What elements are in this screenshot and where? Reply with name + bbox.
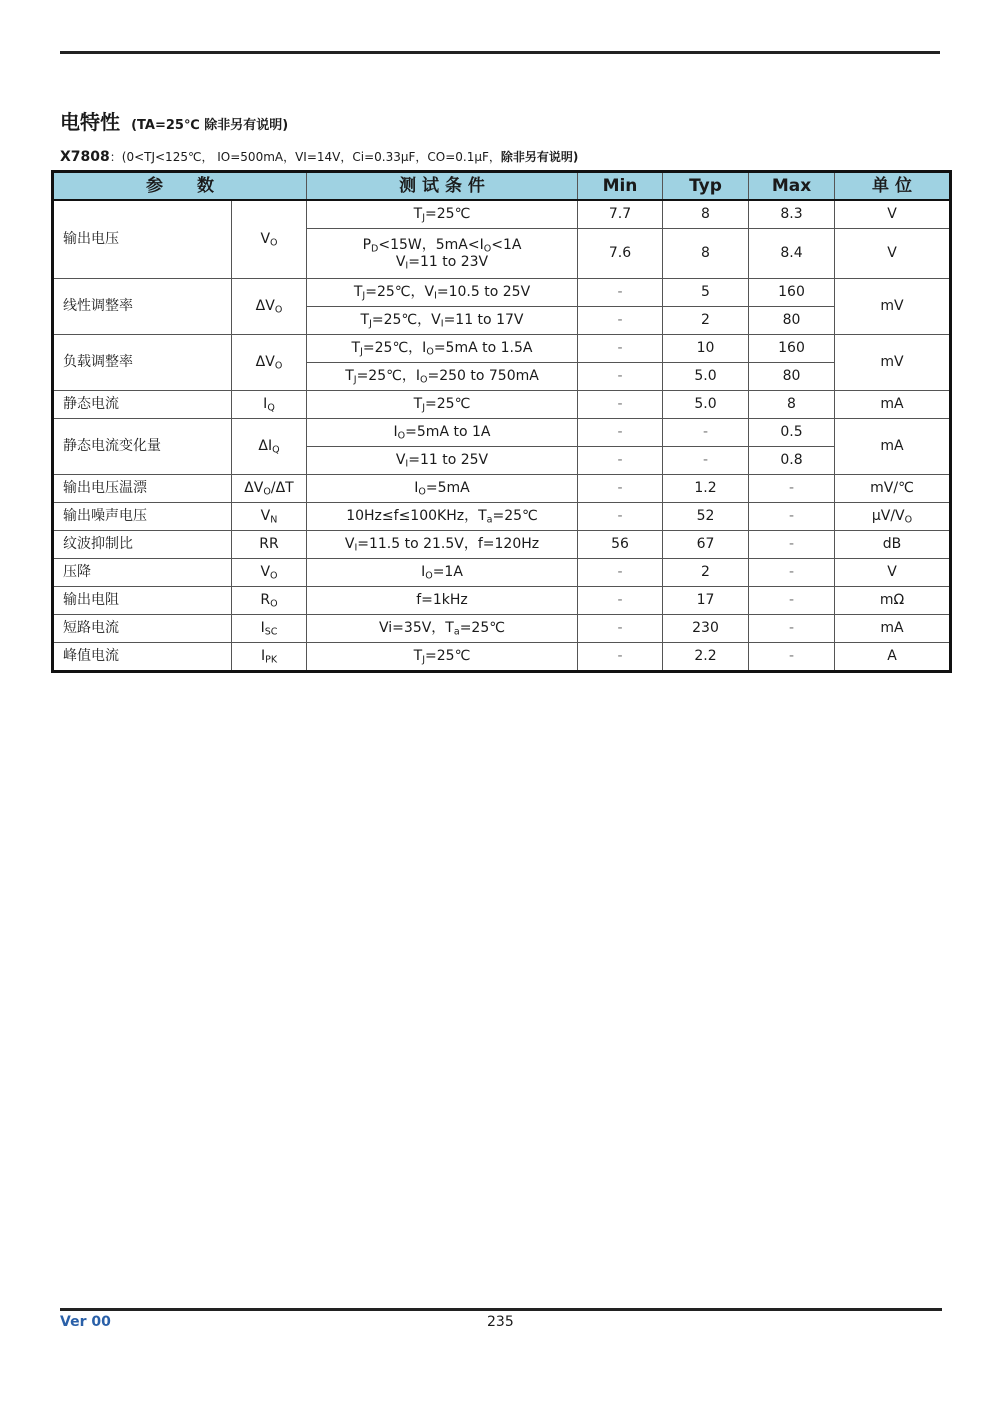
model-name: X7808	[60, 149, 110, 165]
param-name: 输出噪声电压	[53, 503, 232, 531]
value-min: -	[578, 587, 663, 615]
value-unit: mV	[835, 335, 951, 391]
test-condition: $V_I=11.5$ to 21.5V，f=120Hz	[307, 531, 578, 559]
bottom-rule	[60, 1308, 942, 1311]
test-condition: $T_J=25℃$	[307, 200, 578, 229]
test-condition: $I_O=1A$	[307, 559, 578, 587]
value-typ: 5.0	[663, 391, 749, 419]
test-condition: f=1kHz	[307, 587, 578, 615]
param-symbol: $\Delta V_O$	[232, 335, 307, 391]
value-unit: dB	[835, 531, 951, 559]
header-typ: Typ	[663, 172, 749, 201]
param-name: 短路电流	[53, 615, 232, 643]
test-conditions: ：(0<TJ<125℃， IO=500mA，VI=14V，Ci=0.33μF，CO=0.1μF，	[109, 150, 501, 164]
table-row	[53, 475, 951, 503]
value-typ: 8	[663, 200, 749, 229]
value-typ: 5	[663, 279, 749, 307]
header-unit: 单 位	[835, 172, 951, 201]
value-unit: V	[835, 559, 951, 587]
test-condition: $T_J=25℃$，$V_I=11$ to 17V	[307, 307, 578, 335]
value-max: 8.4	[749, 229, 835, 279]
value-max: -	[749, 531, 835, 559]
param-symbol: $\Delta V_O/\Delta T$	[232, 475, 307, 503]
param-name: 线性调整率	[53, 279, 232, 335]
param-symbol: $V_O$	[232, 559, 307, 587]
value-unit: mA	[835, 419, 951, 475]
value-min: -	[578, 391, 663, 419]
value-typ: 52	[663, 503, 749, 531]
value-min: 7.7	[578, 200, 663, 229]
table-row	[53, 391, 951, 419]
test-condition: $T_J=25℃$	[307, 391, 578, 419]
value-min: -	[578, 615, 663, 643]
test-condition: 10Hz≤f≤100KHz，$T_a=25℃$	[307, 503, 578, 531]
page-number: 235	[487, 1314, 514, 1330]
table-row	[53, 200, 951, 229]
value-max: -	[749, 475, 835, 503]
value-min: -	[578, 335, 663, 363]
table-header-row	[53, 172, 951, 201]
value-max: 8.3	[749, 200, 835, 229]
header-max: Max	[749, 172, 835, 201]
value-unit: V	[835, 229, 951, 279]
value-min: -	[578, 503, 663, 531]
value-max: -	[749, 587, 835, 615]
value-typ: 2.2	[663, 643, 749, 672]
value-unit: A	[835, 643, 951, 672]
table-row	[53, 503, 951, 531]
value-min: -	[578, 643, 663, 672]
value-max: 80	[749, 307, 835, 335]
test-condition: $P_D<15W$，$5mA<I_O<1A$ $V_I=11$ to 23V	[307, 229, 578, 279]
value-min: -	[578, 279, 663, 307]
header-min: Min	[578, 172, 663, 201]
value-min: -	[578, 559, 663, 587]
header-test-conditions: 测 试 条 件	[307, 172, 578, 201]
value-min: 56	[578, 531, 663, 559]
value-typ: 17	[663, 587, 749, 615]
footer-version: Ver 00	[60, 1314, 111, 1330]
value-min: -	[578, 363, 663, 391]
param-name: 输出电压温漂	[53, 475, 232, 503]
test-conditions-tail: 除非另有说明)	[500, 150, 579, 164]
value-max: 0.5	[749, 419, 835, 447]
param-name: 纹波抑制比	[53, 531, 232, 559]
section-condition: (TA=25℃ 除非另有说明)	[131, 118, 289, 133]
param-symbol: $V_O$	[232, 200, 307, 279]
value-unit: $\mu V/V_O$	[835, 503, 951, 531]
value-typ: 2	[663, 307, 749, 335]
value-unit: mΩ	[835, 587, 951, 615]
value-typ: 1.2	[663, 475, 749, 503]
param-name: 输出电阻	[53, 587, 232, 615]
value-max: -	[749, 503, 835, 531]
value-max: 160	[749, 335, 835, 363]
test-condition: $T_J=25℃$，$V_I=10.5$ to 25V	[307, 279, 578, 307]
test-condition: $I_O=5mA$	[307, 475, 578, 503]
value-typ: 8	[663, 229, 749, 279]
param-symbol: $V_N$	[232, 503, 307, 531]
value-max: -	[749, 643, 835, 672]
value-max: 80	[749, 363, 835, 391]
param-symbol: RR	[232, 531, 307, 559]
param-symbol: $I_{SC}$	[232, 615, 307, 643]
value-unit: mA	[835, 615, 951, 643]
test-condition: $T_J=25℃$，$I_O=5mA$ to 1.5A	[307, 335, 578, 363]
table-row	[53, 643, 951, 672]
value-max: 8	[749, 391, 835, 419]
test-condition: $T_J=25℃$，$I_O=250$ to 750mA	[307, 363, 578, 391]
table-row	[53, 419, 951, 447]
param-symbol: $R_O$	[232, 587, 307, 615]
table-row	[53, 531, 951, 559]
param-symbol: $I_{PK}$	[232, 643, 307, 672]
param-name: 负载调整率	[53, 335, 232, 391]
value-min: -	[578, 475, 663, 503]
value-typ: 67	[663, 531, 749, 559]
param-name: 压降	[53, 559, 232, 587]
header-parameter: 参 数	[53, 172, 307, 201]
value-typ: -	[663, 419, 749, 447]
test-conditions-line	[60, 148, 578, 165]
value-min: -	[578, 419, 663, 447]
test-condition: $I_O=5mA$ to 1A	[307, 419, 578, 447]
param-symbol: $\Delta I_Q$	[232, 419, 307, 475]
value-typ: 5.0	[663, 363, 749, 391]
value-max: 0.8	[749, 447, 835, 475]
table-row	[53, 587, 951, 615]
value-unit: mV	[835, 279, 951, 335]
table-row	[53, 559, 951, 587]
table-row	[53, 335, 951, 363]
value-typ: -	[663, 447, 749, 475]
value-max: -	[749, 615, 835, 643]
value-typ: 230	[663, 615, 749, 643]
value-unit: mV/℃	[835, 475, 951, 503]
param-symbol: $I_Q$	[232, 391, 307, 419]
value-min: -	[578, 307, 663, 335]
test-condition: $T_J=25℃$	[307, 643, 578, 672]
value-min: -	[578, 447, 663, 475]
param-name: 输出电压	[53, 200, 232, 279]
value-typ: 10	[663, 335, 749, 363]
table-row	[53, 615, 951, 643]
electrical-characteristics-table	[51, 170, 952, 673]
section-heading: 电特性	[60, 110, 120, 134]
value-max: 160	[749, 279, 835, 307]
value-unit: mA	[835, 391, 951, 419]
test-condition: Vi=35V，$T_a=25℃$	[307, 615, 578, 643]
param-symbol: $\Delta V_O$	[232, 279, 307, 335]
value-max: -	[749, 559, 835, 587]
value-min: 7.6	[578, 229, 663, 279]
value-unit: V	[835, 200, 951, 229]
table-row	[53, 279, 951, 307]
top-rule	[60, 51, 940, 54]
param-name: 峰值电流	[53, 643, 232, 672]
test-condition: $V_I=11$ to 25V	[307, 447, 578, 475]
param-name: 静态电流变化量	[53, 419, 232, 475]
section-title	[60, 106, 288, 135]
param-name: 静态电流	[53, 391, 232, 419]
value-typ: 2	[663, 559, 749, 587]
